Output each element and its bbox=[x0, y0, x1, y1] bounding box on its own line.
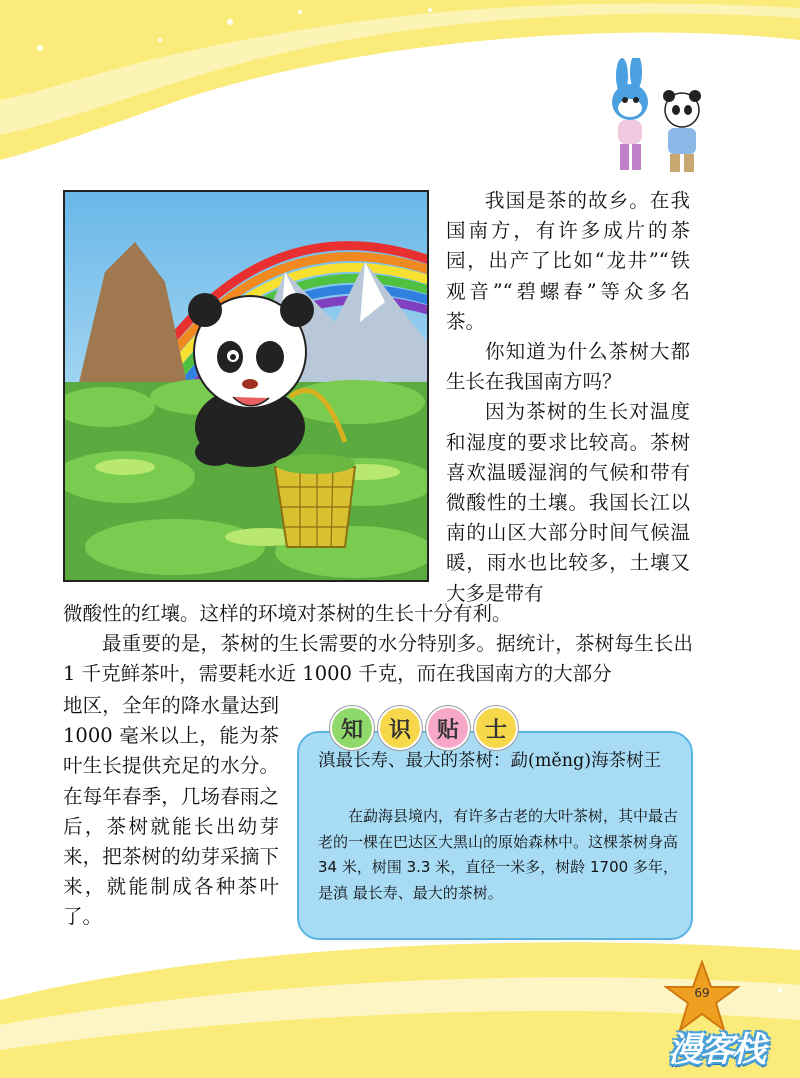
watermark-logo: 漫客栈 bbox=[668, 1030, 764, 1070]
knowledge-tip-heading: 滇最长寿、最大的茶树：勐(měng)海茶树王 bbox=[318, 751, 662, 771]
panda-icon bbox=[188, 293, 314, 467]
rabbit-icon bbox=[612, 58, 648, 170]
title-char-3: 贴 bbox=[426, 706, 470, 750]
title-char-4: 士 bbox=[474, 706, 518, 750]
full-width-text bbox=[63, 599, 693, 690]
title-char-1: 知 bbox=[330, 706, 374, 750]
body-paragraph-water: 最重要的是，茶树的生长需要的水分特别多。据统计，茶树每生长出 1 千克鲜茶叶，需要耗水近 1000 千克，而在我国南方的大部分 bbox=[63, 632, 693, 686]
knowledge-tip-title bbox=[330, 706, 518, 750]
body-paragraph-rainfall: 地区，全年的降水量达到 1000 毫米以上，能为茶叶生长提供充足的水分。在每年春季，几场春雨之后，茶树就能长出幼芽来，把茶树的幼芽采摘下来，就能制成各种茶叶了。 bbox=[63, 694, 279, 929]
intro-text bbox=[446, 186, 690, 609]
intro-paragraph-3: 因为茶树的生长对温度和湿度的要求比较高。茶树喜欢温暖湿润的气候和带有微酸性的土壤。我国长江以南的山区大部分时间气候温暖，雨水也比较多，土壤又大多是带有 bbox=[446, 400, 690, 605]
intro-paragraph-1: 我国是茶的故乡。在我国南方，有许多成片的茶园，出产了比如“龙井”“铁观音”“碧螺春”等众多名茶。 bbox=[446, 189, 690, 333]
intro-paragraph-2: 你知道为什么茶树大都生长在我国南方吗？ bbox=[446, 340, 690, 394]
panda-icon bbox=[663, 90, 701, 172]
left-column-text bbox=[63, 691, 279, 933]
page-number: 69 bbox=[694, 986, 710, 1000]
body-line-continuation: 微酸性的红壤。这样的环境对茶树的生长十分有利。 bbox=[63, 602, 512, 625]
tea-garden-illustration bbox=[63, 190, 429, 582]
mascots-illustration bbox=[592, 58, 732, 176]
knowledge-tip-body bbox=[318, 804, 680, 906]
knowledge-tip-paragraph: 在勐海县境内，有许多古老的大叶茶树，其中最古老的一棵在巴达区大黑山的原始森林中。这棵茶树身高 34 米，树围 3.3 米，直径一米多，树龄 1700 多年，是滇 最长寿、最大的茶树。 bbox=[318, 807, 679, 902]
title-char-2: 识 bbox=[378, 706, 422, 750]
